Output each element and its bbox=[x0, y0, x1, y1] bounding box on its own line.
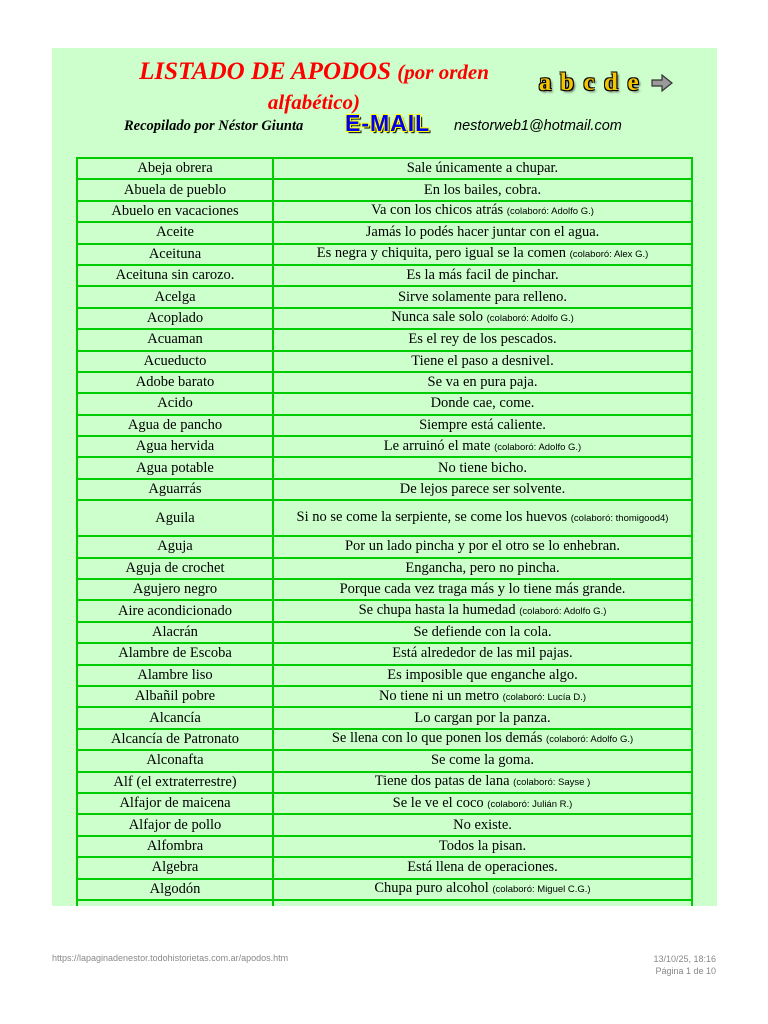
table-row bbox=[77, 457, 692, 478]
meaning-cell bbox=[273, 622, 692, 643]
meaning-text: Es el rey de los pescados. bbox=[408, 331, 557, 348]
meaning-cell bbox=[273, 222, 692, 243]
nickname-cell: Abuela de pueblo bbox=[77, 179, 273, 200]
meaning-cell bbox=[273, 158, 692, 179]
table-row bbox=[77, 836, 692, 857]
meaning-cell bbox=[273, 643, 692, 664]
nickname-cell: Aceituna bbox=[77, 244, 273, 265]
page-title bbox=[104, 57, 524, 117]
meaning-text: No tiene bicho. bbox=[438, 459, 527, 476]
meaning-text: Se llena con lo que ponen los demás bbox=[331, 730, 543, 747]
meaning-text: Es la más facil de pinchar. bbox=[406, 267, 559, 284]
meaning-cell bbox=[273, 686, 692, 707]
meaning-text: En los bailes, cobra. bbox=[423, 181, 542, 198]
nickname-cell: Alcancía bbox=[77, 707, 273, 728]
table-row bbox=[77, 201, 692, 222]
credit-text: Recopilado por Néstor Giunta bbox=[124, 118, 304, 134]
meaning-cell bbox=[273, 500, 692, 536]
nickname-cell: Acido bbox=[77, 393, 273, 414]
letter-e-link[interactable]: e bbox=[627, 69, 639, 96]
collaborator-note: (colaboró: Adolfo G.) bbox=[506, 206, 594, 218]
alphabet-nav bbox=[535, 70, 673, 96]
nickname-cell: Acueducto bbox=[77, 351, 273, 372]
title-main: LISTADO DE APODOS bbox=[139, 58, 392, 85]
nicknames-table bbox=[76, 157, 693, 906]
meaning-text: Va con los chicos atrás bbox=[371, 202, 504, 219]
footer-page-number: Página 1 de 10 bbox=[655, 966, 716, 976]
nickname-cell bbox=[77, 900, 273, 906]
nickname-cell: Alf (el extraterrestre) bbox=[77, 772, 273, 793]
table-row bbox=[77, 479, 692, 500]
meaning-text: Tiene el paso a desnivel. bbox=[411, 352, 554, 369]
meaning-text: Le arruinó el mate bbox=[383, 437, 491, 454]
meaning-cell bbox=[273, 900, 692, 906]
meaning-cell bbox=[273, 579, 692, 600]
table-row bbox=[77, 329, 692, 350]
table-row bbox=[77, 179, 692, 200]
email-logo[interactable]: E-MAIL bbox=[345, 110, 431, 136]
collaborator-note: (colaboró: Adolfo G.) bbox=[519, 606, 607, 618]
table-row bbox=[77, 857, 692, 878]
nickname-cell: Aguja de crochet bbox=[77, 558, 273, 579]
meaning-cell bbox=[273, 665, 692, 686]
meaning-text: Si no se come la serpiente, se come los huevos bbox=[296, 509, 568, 526]
collaborator-note: (colaboró: Alex G.) bbox=[569, 249, 649, 261]
footer-url: https://lapaginadenestor.todohistorietas.com.ar/apodos.htm bbox=[52, 953, 289, 963]
table-row bbox=[77, 600, 692, 621]
meaning-cell bbox=[273, 286, 692, 307]
table-row bbox=[77, 729, 692, 750]
meaning-text: Donde cae, come. bbox=[430, 395, 535, 412]
document-page bbox=[52, 48, 717, 906]
nickname-cell: Acelga bbox=[77, 286, 273, 307]
meaning-cell bbox=[273, 814, 692, 835]
table-row bbox=[77, 772, 692, 793]
meaning-text: Jamás lo podés hacer juntar con el agua. bbox=[365, 224, 600, 241]
collaborator-note: (colaboró: thomigood4) bbox=[570, 513, 669, 525]
table-row bbox=[77, 900, 692, 906]
table-row bbox=[77, 536, 692, 557]
table-row bbox=[77, 558, 692, 579]
collaborator-note: (colaboró: Adolfo G.) bbox=[486, 313, 574, 325]
footer-meta bbox=[653, 953, 716, 977]
nickname-cell: Algodón bbox=[77, 879, 273, 900]
nickname-cell: Abuelo en vacaciones bbox=[77, 201, 273, 222]
meaning-text: Porque cada vez traga más y lo tiene más grande. bbox=[339, 581, 626, 598]
table-row bbox=[77, 579, 692, 600]
meaning-cell bbox=[273, 793, 692, 814]
nickname-cell: Agua potable bbox=[77, 457, 273, 478]
collaborator-note: (colaboró: Adolfo G.) bbox=[546, 734, 634, 746]
nickname-cell: Acuaman bbox=[77, 329, 273, 350]
table-row bbox=[77, 500, 692, 536]
nickname-cell: Alconafta bbox=[77, 750, 273, 771]
nickname-cell: Aguila bbox=[77, 500, 273, 536]
meaning-cell bbox=[273, 244, 692, 265]
table-row bbox=[77, 222, 692, 243]
meaning-text: Siempre está caliente. bbox=[419, 416, 546, 433]
nickname-cell: Aire acondicionado bbox=[77, 600, 273, 621]
table-row bbox=[77, 707, 692, 728]
meaning-cell bbox=[273, 372, 692, 393]
meaning-cell bbox=[273, 415, 692, 436]
meaning-cell bbox=[273, 436, 692, 457]
nickname-cell: Agua hervida bbox=[77, 436, 273, 457]
title-line2: alfabético) bbox=[267, 90, 361, 114]
meaning-text: Tiene dos patas de lana bbox=[374, 773, 510, 790]
meaning-cell bbox=[273, 351, 692, 372]
nickname-cell: Algebra bbox=[77, 857, 273, 878]
table-row bbox=[77, 879, 692, 900]
meaning-text: Lo cargan por la panza. bbox=[414, 709, 551, 726]
meaning-text: No tiene ni un metro bbox=[378, 687, 499, 704]
meaning-cell bbox=[273, 393, 692, 414]
meaning-cell bbox=[273, 857, 692, 878]
meaning-cell bbox=[273, 201, 692, 222]
nickname-cell: Alfombra bbox=[77, 836, 273, 857]
nickname-cell: Alacrán bbox=[77, 622, 273, 643]
nickname-cell: Aguarrás bbox=[77, 479, 273, 500]
meaning-text: Se defiende con la cola. bbox=[413, 624, 552, 640]
table-row bbox=[77, 643, 692, 664]
nickname-cell: Agujero negro bbox=[77, 579, 273, 600]
meaning-cell bbox=[273, 329, 692, 350]
meaning-text: Se le ve el coco bbox=[392, 794, 484, 811]
nickname-cell: Acoplado bbox=[77, 308, 273, 329]
nickname-cell: Alfajor de pollo bbox=[77, 814, 273, 835]
meaning-cell bbox=[273, 536, 692, 557]
letter-c-link[interactable]: c bbox=[583, 69, 595, 96]
meaning-text: Sale únicamente a chupar. bbox=[406, 160, 559, 177]
meaning-text: Está alrededor de las mil pajas. bbox=[392, 645, 573, 662]
title-paren: (por orden bbox=[397, 60, 489, 84]
table-row bbox=[77, 393, 692, 414]
meaning-text: Está llena de operaciones. bbox=[407, 859, 558, 876]
meaning-cell bbox=[273, 457, 692, 478]
nickname-cell: Alambre de Escoba bbox=[77, 643, 273, 664]
meaning-cell bbox=[273, 836, 692, 857]
arrow-right-icon[interactable] bbox=[651, 74, 673, 92]
table-row bbox=[77, 793, 692, 814]
nickname-cell: Alcancía de Patronato bbox=[77, 729, 273, 750]
meaning-text: De lejos parece ser solvente. bbox=[399, 481, 566, 498]
meaning-cell bbox=[273, 750, 692, 771]
nickname-cell: Aceituna sin carozo. bbox=[77, 265, 273, 286]
nickname-cell: Aceite bbox=[77, 222, 273, 243]
table-row bbox=[77, 436, 692, 457]
nickname-cell: Alfajor de maicena bbox=[77, 793, 273, 814]
table-row bbox=[77, 286, 692, 307]
nickname-cell: Adobe barato bbox=[77, 372, 273, 393]
meaning-cell bbox=[273, 729, 692, 750]
meaning-text: Es negra y chiquita, pero igual se la comen bbox=[316, 245, 566, 262]
meaning-cell bbox=[273, 265, 692, 286]
footer-datetime: 13/10/25, 18:16 bbox=[653, 954, 716, 964]
meaning-cell bbox=[273, 308, 692, 329]
nickname-cell: Alambre liso bbox=[77, 665, 273, 686]
letter-a-link[interactable]: a bbox=[538, 69, 552, 96]
meaning-cell bbox=[273, 879, 692, 900]
meaning-text: Se come la goma. bbox=[430, 752, 535, 769]
table-row bbox=[77, 622, 692, 643]
collaborator-note: (colaboró: Julián R.) bbox=[487, 798, 573, 810]
meaning-text: Se va en pura paja. bbox=[427, 374, 538, 391]
meaning-text: Se chupa hasta la humedad bbox=[358, 602, 516, 619]
nickname-cell: Albañil pobre bbox=[77, 686, 273, 707]
meaning-text: Es imposible que enganche algo. bbox=[387, 666, 578, 683]
meaning-cell bbox=[273, 558, 692, 579]
collaborator-note: (colaboró: Lucía D.) bbox=[502, 691, 587, 703]
table-row bbox=[77, 814, 692, 835]
meaning-text: Engancha, pero no pincha. bbox=[405, 559, 560, 576]
collaborator-note: (colaboró: Miguel C.G.) bbox=[492, 884, 591, 896]
table-row bbox=[77, 244, 692, 265]
meaning-cell bbox=[273, 600, 692, 621]
table-row bbox=[77, 750, 692, 771]
table-row bbox=[77, 665, 692, 686]
meaning-cell bbox=[273, 179, 692, 200]
letter-d-link[interactable]: d bbox=[604, 69, 618, 96]
table-row bbox=[77, 686, 692, 707]
meaning-cell bbox=[273, 707, 692, 728]
meaning-text: Todos la pisan. bbox=[438, 837, 527, 854]
meaning-text: Por un lado pincha y por el otro se lo enhebran. bbox=[344, 538, 621, 555]
table-row bbox=[77, 372, 692, 393]
table-row bbox=[77, 158, 692, 179]
nickname-cell: Agua de pancho bbox=[77, 415, 273, 436]
meaning-text: Sirve solamente para relleno. bbox=[397, 288, 568, 305]
table-row bbox=[77, 308, 692, 329]
collaborator-note: (colaboró: Sayse ) bbox=[513, 777, 591, 789]
email-address[interactable]: nestorweb1@hotmail.com bbox=[454, 118, 622, 134]
meaning-text: Nunca sale solo bbox=[391, 309, 484, 326]
collaborator-note: (colaboró: Adolfo G.) bbox=[494, 441, 582, 453]
meaning-cell bbox=[273, 479, 692, 500]
letter-b-link[interactable]: b bbox=[560, 69, 574, 96]
table-row bbox=[77, 265, 692, 286]
meaning-text: No existe. bbox=[453, 816, 512, 833]
meaning-text: Chupa puro alcohol bbox=[374, 880, 489, 897]
meaning-cell bbox=[273, 772, 692, 793]
nickname-cell: Aguja bbox=[77, 536, 273, 557]
table-row bbox=[77, 351, 692, 372]
table-row bbox=[77, 415, 692, 436]
nickname-cell: Abeja obrera bbox=[77, 158, 273, 179]
